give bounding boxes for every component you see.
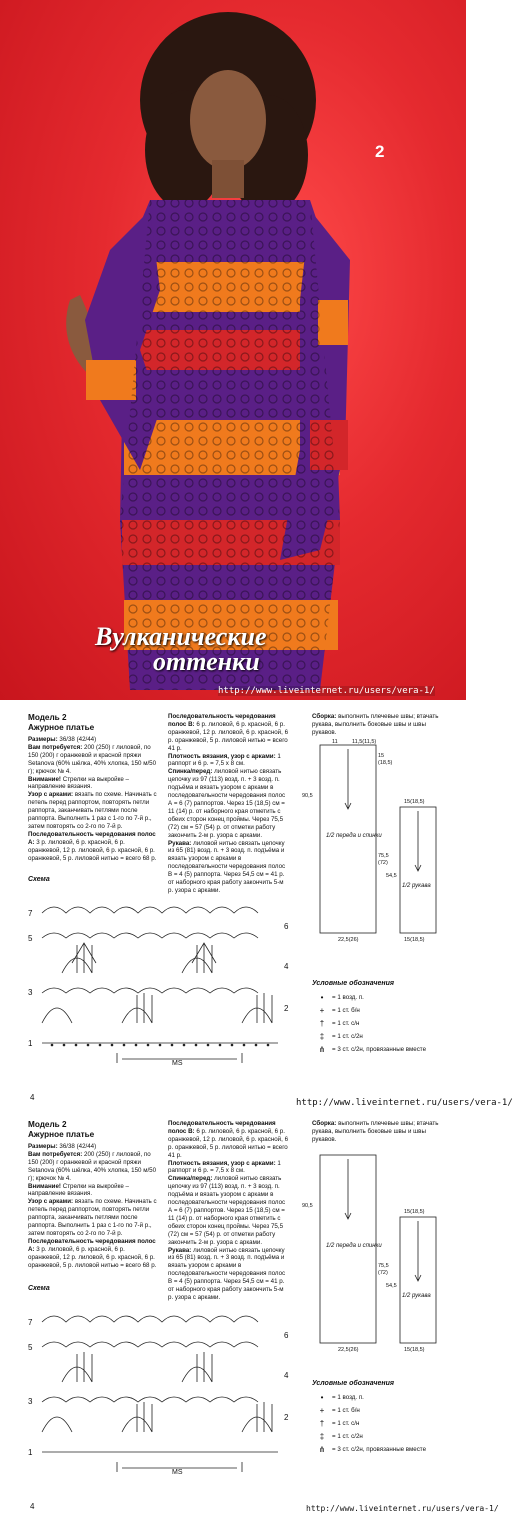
attention-label-2: Внимание! (28, 1182, 61, 1190)
crochet-chart (22, 883, 292, 1083)
cluster-icon: ⋔ (318, 1445, 326, 1454)
front-side-top-dim: 15 (378, 753, 385, 759)
garment-schematic-2 (300, 1147, 460, 1357)
chain-symbol-icon: • (320, 1393, 324, 1402)
garment-schematic (300, 737, 460, 947)
density-label-2: Плотность вязания, узор с арками: (168, 1159, 276, 1167)
sleeve-label: Рукава: (168, 839, 192, 847)
assembly-value-2: выполнить плечевые швы; втачать рукава, выполнить боковые швы и швы рукавов. (312, 1120, 439, 1143)
front-side-top2-dim: (18,5) (378, 760, 393, 766)
row-label-7: 7 (28, 1318, 33, 1327)
legend-text: = 1 возд. п. (332, 994, 364, 1001)
front-side-mid2-dim-2: (72) (378, 1270, 388, 1276)
front-schematic-label: 1/2 переда и спинки (326, 833, 382, 839)
text-column-left (28, 713, 158, 863)
row-label-5: 5 (28, 1343, 33, 1352)
materials-label-2: Вам потребуется: (28, 1150, 83, 1158)
ms-label: MS (172, 1060, 183, 1067)
seq-b-value: 6 р. лиловой, 6 р. красной, 6 р. оранжевой, 12 р. лиловой, 6 р. красной, 6 р. оранжевой, 5 р. лиловой нитью = всего 41 р. (168, 720, 289, 752)
legend-item-tr (312, 1030, 462, 1043)
photo-title (95, 624, 267, 674)
legend-item-tr (312, 1430, 462, 1443)
legend-text: = 1 ст. с/н (332, 1420, 360, 1427)
back-value-2: лиловой нитью связать цепочку из 97 (113) возд. п. + 3 возд. п. подъёма и вязать узором с арками в последовательности чередования полос А = 6 (7) раппортов. Через 15 (18,5) см = 11 (14) р. от наборного края отметить с обеих сторон конец проймы. Через 75,5 (72) см = 57 (54) р. от отметки работу закончить 2-м р. узора с арками. (168, 1175, 286, 1246)
back-value: лиловой нитью связать цепочку из 97 (113) возд. п. + 3 возд. п. подъёма и вязать узором с арками в последовательности чередования полос А = 6 (7) раппортов. Через 15 (18,5) см = 11 (14) р. от наборного края отметить с обеих сторон конец проймы. Через 75,5 (72) см = 57 (54) р. от отметки работу закончить 2-м р. узора с арками. (168, 768, 286, 839)
watermark-top: http://www.liveinternet.ru/users/vera-1/ (218, 686, 435, 696)
text-column-middle (168, 713, 288, 895)
watermark-bottom: http://www.liveinternet.ru/users/vera-1/ (306, 1504, 499, 1513)
scheme-label: Схема (28, 876, 50, 883)
legend-item-chain (312, 991, 462, 1004)
legend-text: = 1 ст. с/н (332, 1020, 360, 1027)
pattern-value-2: вязать по схеме. Начинать с петель перед раппортом, повторять петли раппорта, заканчивать петлями после раппорта. Выполнить 1 раз с 1-го по 7-й р., затем повторять со 2-го по 7-й р. (28, 1198, 157, 1237)
double-crochet-icon: † (319, 1019, 325, 1028)
model-name-2: Ажурное платье (28, 1129, 95, 1139)
legend-text: = 1 ст. с/2н (332, 1033, 363, 1040)
pattern-label: Узор с арками: (28, 791, 74, 799)
legend-item-chain (312, 1391, 462, 1404)
pattern-value: вязать по схеме. Начинать с петель перед раппортом, повторять петли раппорта, заканчивать петлями после раппорта. Выполнить 1 раз с 1-го по 7-й р., затем повторять со 2-го по 7-й р. (28, 791, 157, 830)
model-heading-2: Модель 2 (28, 1120, 67, 1129)
photo-title-line2: оттенки (153, 647, 260, 676)
page-number-2: 4 (30, 1502, 35, 1511)
text-column-middle-2 (168, 1120, 288, 1302)
sleeve-bottom-dim: 15(18,5) (404, 937, 425, 943)
double-crochet-icon: † (319, 1419, 325, 1428)
legend-text: = 1 возд. п. (332, 1394, 364, 1401)
front-top-right-dim: 11,5(11,5) (352, 739, 377, 745)
seq-b-value-2: 6 р. лиловой, 6 р. красной, 6 р. оранжевой, 12 р. лиловой, 6 р. красной, 6 р. оранжевой, 5 р. лиловой нитью = всего 41 р. (168, 1127, 289, 1159)
legend-text: = 1 ст. с/2н (332, 1433, 363, 1440)
sleeve-value-2: лиловой нитью связать цепочку из 65 (81) возд. п. + 3 возд. п. подъёма и вязать узором с арками в последовательности чередования полос В = 4 (5) раппорта. Через 54,5 см = 41 р. от наборного края работу закончить 5-м р. узора с арками. (168, 1246, 286, 1301)
cover-photo (0, 0, 466, 700)
sleeve-bottom-dim-2: 15(18,5) (404, 1347, 425, 1353)
row-label-7: 7 (28, 909, 33, 918)
model-number: 2 (375, 142, 385, 161)
row-label-4: 4 (284, 962, 289, 971)
seq-a-label-2: Последовательность чередования полос А: (28, 1237, 156, 1253)
row-label-3: 3 (28, 1397, 33, 1406)
sleeve-height-dim: 54,5 (386, 873, 397, 879)
single-crochet-icon: + (319, 1406, 325, 1415)
text-column-right-2 (312, 1120, 452, 1144)
front-top-left-dim: 11 (332, 739, 338, 745)
legend-item-sc (312, 1404, 462, 1417)
legend-title-2: Условные обозначения (312, 1380, 395, 1387)
sleeve-schematic-label-2: 1/2 рукава (402, 1293, 431, 1299)
attention-value-2: Стрелки на выкройке – направление вязания. (28, 1182, 129, 1198)
crochet-chart-2 (22, 1292, 292, 1492)
sleeve-top-dim: 15(18,5) (404, 799, 425, 805)
sizes-value: 36/38 (42/44) (59, 736, 97, 743)
row-label-2: 2 (284, 1004, 289, 1013)
front-schematic-label-2: 1/2 переда и спинки (326, 1243, 382, 1249)
row-label-6: 6 (284, 922, 289, 931)
model-heading: Модель 2 (28, 713, 67, 722)
watermark-middle: http://www.liveinternet.ru/users/vera-1/ (296, 1098, 513, 1108)
chain-symbol-icon: • (320, 993, 324, 1002)
ms-label: MS (172, 1469, 183, 1476)
row-label-6: 6 (284, 1331, 289, 1340)
sleeve-top-dim-2: 15(18,5) (404, 1209, 425, 1215)
row-label-1: 1 (28, 1039, 33, 1048)
sizes-label-2: Размеры: (28, 1143, 58, 1150)
page-number: 4 (30, 1093, 35, 1102)
pattern-page-1 (0, 705, 466, 1113)
seq-a-value-2: 3 р. лиловой, 6 р. красной, 6 р. оранжевой, 12 р. лиловой, 6 р. красной, 6 р. оранжевой, 5 р. лиловой нитью = всего 68 р. (28, 1245, 157, 1269)
pattern-page-2 (0, 1112, 499, 1517)
sizes-value-2: 36/38 (42/44) (59, 1143, 97, 1150)
seq-a-label: Последовательность чередования полос А: (28, 830, 156, 846)
scheme-label-2: Схема (28, 1285, 50, 1292)
row-label-2: 2 (284, 1413, 289, 1422)
text-column-right (312, 713, 452, 737)
sleeve-height-dim-2: 54,5 (386, 1283, 397, 1289)
photo-title-line1: Вулканические (95, 622, 267, 651)
legend-text: = 3 ст. с/2н, провязанные вместе (332, 1446, 427, 1453)
single-crochet-icon: + (319, 1006, 325, 1015)
attention-label: Внимание! (28, 775, 61, 783)
back-label: Спинка/перед: (168, 768, 213, 776)
seq-b-label: Последовательность чередования полос В: (168, 713, 276, 728)
cluster-icon: ⋔ (318, 1045, 326, 1054)
legend-text: = 3 ст. с/2н, провязанные вместе (332, 1046, 427, 1053)
legend-text: = 1 ст. б/н (332, 1007, 360, 1014)
seq-b-label-2: Последовательность чередования полос В: (168, 1120, 276, 1135)
model-name: Ажурное платье (28, 722, 95, 732)
assembly-value: выполнить плечевые швы; втачать рукава, выполнить боковые швы и швы рукавов. (312, 713, 439, 736)
front-side-mid2-dim: (72) (378, 860, 388, 866)
legend-item-dc (312, 1417, 462, 1430)
row-label-5: 5 (28, 934, 33, 943)
legend-item-sc (312, 1004, 462, 1017)
front-height-dim: 90,5 (302, 793, 313, 799)
legend-text: = 1 ст. б/н (332, 1407, 360, 1414)
pattern-label-2: Узор с арками: (28, 1198, 74, 1206)
front-bottom-dim: 22,5(26) (338, 937, 359, 943)
legend-title: Условные обозначения (312, 980, 395, 987)
legend-item-dc (312, 1017, 462, 1030)
back-label-2: Спинка/перед: (168, 1175, 213, 1183)
text-column-left-2 (28, 1120, 158, 1270)
materials-value: 200 (250) г лиловой, по 150 (200) г оранжевой и красной пряжи Setanova (60% шёлка, 40% хлопка, 150 м/50 г); крючок № 4. (28, 743, 157, 775)
front-side-mid-dim: 75,5 (378, 853, 389, 859)
attention-value: Стрелки на выкройке – направление вязания. (28, 775, 129, 791)
row-label-3: 3 (28, 988, 33, 997)
front-side-mid-dim-2: 75,5 (378, 1263, 389, 1269)
density-value: 1 раппорт и 6 р. = 7,5 х 8 см. (168, 752, 281, 768)
legend (312, 980, 462, 1056)
materials-label: Вам потребуется: (28, 743, 83, 751)
row-label-1: 1 (28, 1448, 33, 1457)
legend-2 (312, 1380, 462, 1456)
density-label: Плотность вязания, узор с арками: (168, 752, 276, 760)
row-label-4: 4 (284, 1371, 289, 1380)
treble-crochet-icon: ‡ (319, 1432, 325, 1441)
seq-a-value: 3 р. лиловой, 6 р. красной, 6 р. оранжевой, 12 р. лиловой, 6 р. красной, 6 р. оранжевой, 5 р. лиловой нитью = всего 68 р. (28, 838, 157, 862)
sleeve-schematic-label: 1/2 рукава (402, 883, 431, 889)
photo-illustration (0, 0, 466, 700)
front-bottom-dim-2: 22,5(26) (338, 1347, 359, 1353)
sizes-label: Размеры: (28, 736, 58, 743)
materials-value-2: 200 (250) г лиловой, по 150 (200) г оранжевой и красной пряжи Setanova (60% шёлка, 40% хлопка, 150 м/50 г); крючок № 4. (28, 1150, 157, 1182)
assembly-label: Сборка: (312, 713, 337, 720)
legend-item-cluster (312, 1443, 462, 1456)
sleeve-label-2: Рукава: (168, 1246, 192, 1254)
treble-crochet-icon: ‡ (319, 1032, 325, 1041)
density-value-2: 1 раппорт и 6 р. = 7,5 х 8 см. (168, 1159, 281, 1175)
legend-item-cluster (312, 1043, 462, 1056)
sleeve-value: лиловой нитью связать цепочку из 65 (81) возд. п. + 3 возд. п. подъёма и вязать узором с арками в последовательности чередования полос В = 4 (5) раппорта. Через 54,5 см = 41 р. от наборного края работу закончить 5-м р. узора с арками. (168, 839, 286, 894)
front-height-dim-2: 90,5 (302, 1203, 313, 1209)
assembly-label-2: Сборка: (312, 1120, 337, 1127)
